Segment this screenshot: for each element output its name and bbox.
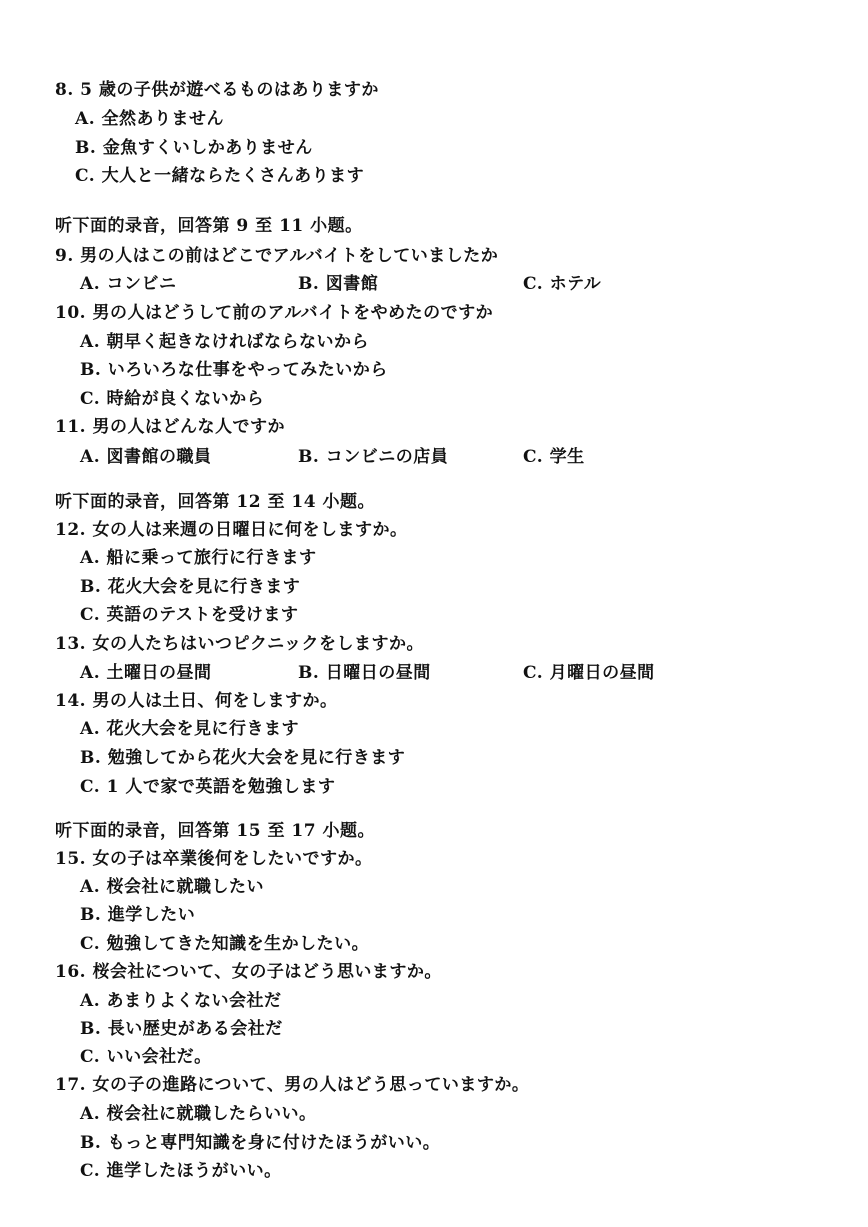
question-14: 14. 男の人は土日、何をしますか。	[55, 691, 338, 711]
question-10-option-b: B. いろいろな仕事をやってみたいから	[80, 360, 388, 380]
question-13: 13. 女の人たちはいつピクニックをしますか。	[55, 634, 424, 654]
question-12-option-a: A. 船に乗って旅行に行きます	[80, 548, 317, 568]
question-10-option-a: A. 朝早く起きなければならないから	[80, 332, 370, 352]
question-12-option-c: C. 英語のテストを受けます	[80, 605, 299, 625]
question-17-option-c: C. 進学したほうがいい。	[80, 1161, 282, 1181]
question-15-option-c: C. 勉強してきた知識を生かしたい。	[80, 934, 370, 954]
question-8-option-b: B. 金魚すくいしかありません	[75, 138, 313, 158]
question-14-option-c: C. 1 人で家で英語を勉強します	[80, 777, 336, 797]
question-11: 11. 男の人はどんな人ですか	[55, 417, 285, 437]
question-13-option-c: C. 月曜日の昼間	[523, 663, 655, 683]
question-10-option-c: C. 時給が良くないから	[80, 389, 265, 409]
question-11-option-a: A. 図書館の職員	[80, 447, 212, 467]
question-14-option-a: A. 花火大会を見に行きます	[80, 719, 300, 739]
question-8-option-c: C. 大人と一緒ならたくさんあります	[75, 166, 365, 186]
question-17-option-a: A. 桜会社に就職したらいい。	[80, 1104, 317, 1124]
question-17-option-b: B. もっと専門知識を身に付けたほうがいい。	[80, 1133, 441, 1153]
question-16-option-b: B. 長い歴史がある会社だ	[80, 1019, 283, 1039]
question-8-option-a: A. 全然ありません	[75, 109, 225, 129]
question-9-option-c: C. ホテル	[523, 274, 602, 294]
question-16: 16. 桜会社について、女の子はどう思いますか。	[55, 962, 442, 982]
question-15-option-b: B. 進学したい	[80, 905, 196, 925]
question-14-option-b: B. 勉強してから花火大会を見に行きます	[80, 748, 406, 768]
question-13-option-b: B. 日曜日の昼間	[298, 663, 431, 683]
question-12-option-b: B. 花火大会を見に行きます	[80, 577, 301, 597]
section-heading-12-14: 听下面的录音，回答第 12 至 14 小题。	[55, 492, 375, 512]
question-17: 17. 女の子の進路について、男の人はどう思っていますか。	[55, 1075, 530, 1095]
question-9: 9. 男の人はこの前はどこでアルバイトをしていましたか	[55, 246, 499, 266]
question-10: 10. 男の人はどうして前のアルバイトをやめたのですか	[55, 303, 494, 323]
question-12: 12. 女の人は来週の日曜日に何をしますか。	[55, 520, 408, 540]
question-15-option-a: A. 桜会社に就職したい	[80, 877, 265, 897]
question-13-option-a: A. 土曜日の昼間	[80, 663, 212, 683]
question-11-option-c: C. 学生	[523, 447, 585, 467]
question-8: 8. 5 歳の子供が遊べるものはありますか	[55, 80, 379, 100]
question-9-option-b: B. 図書館	[298, 274, 379, 294]
section-heading-15-17: 听下面的录音，回答第 15 至 17 小题。	[55, 821, 375, 841]
question-9-option-a: A. コンビニ	[80, 274, 177, 294]
section-heading-9-11: 听下面的录音，回答第 9 至 11 小题。	[55, 216, 363, 236]
question-11-option-b: B. コンビニの店員	[298, 447, 449, 467]
question-16-option-a: A. あまりよくない会社だ	[80, 991, 282, 1011]
question-15: 15. 女の子は卒業後何をしたいですか。	[55, 849, 373, 869]
question-16-option-c: C. いい会社だ。	[80, 1047, 212, 1067]
